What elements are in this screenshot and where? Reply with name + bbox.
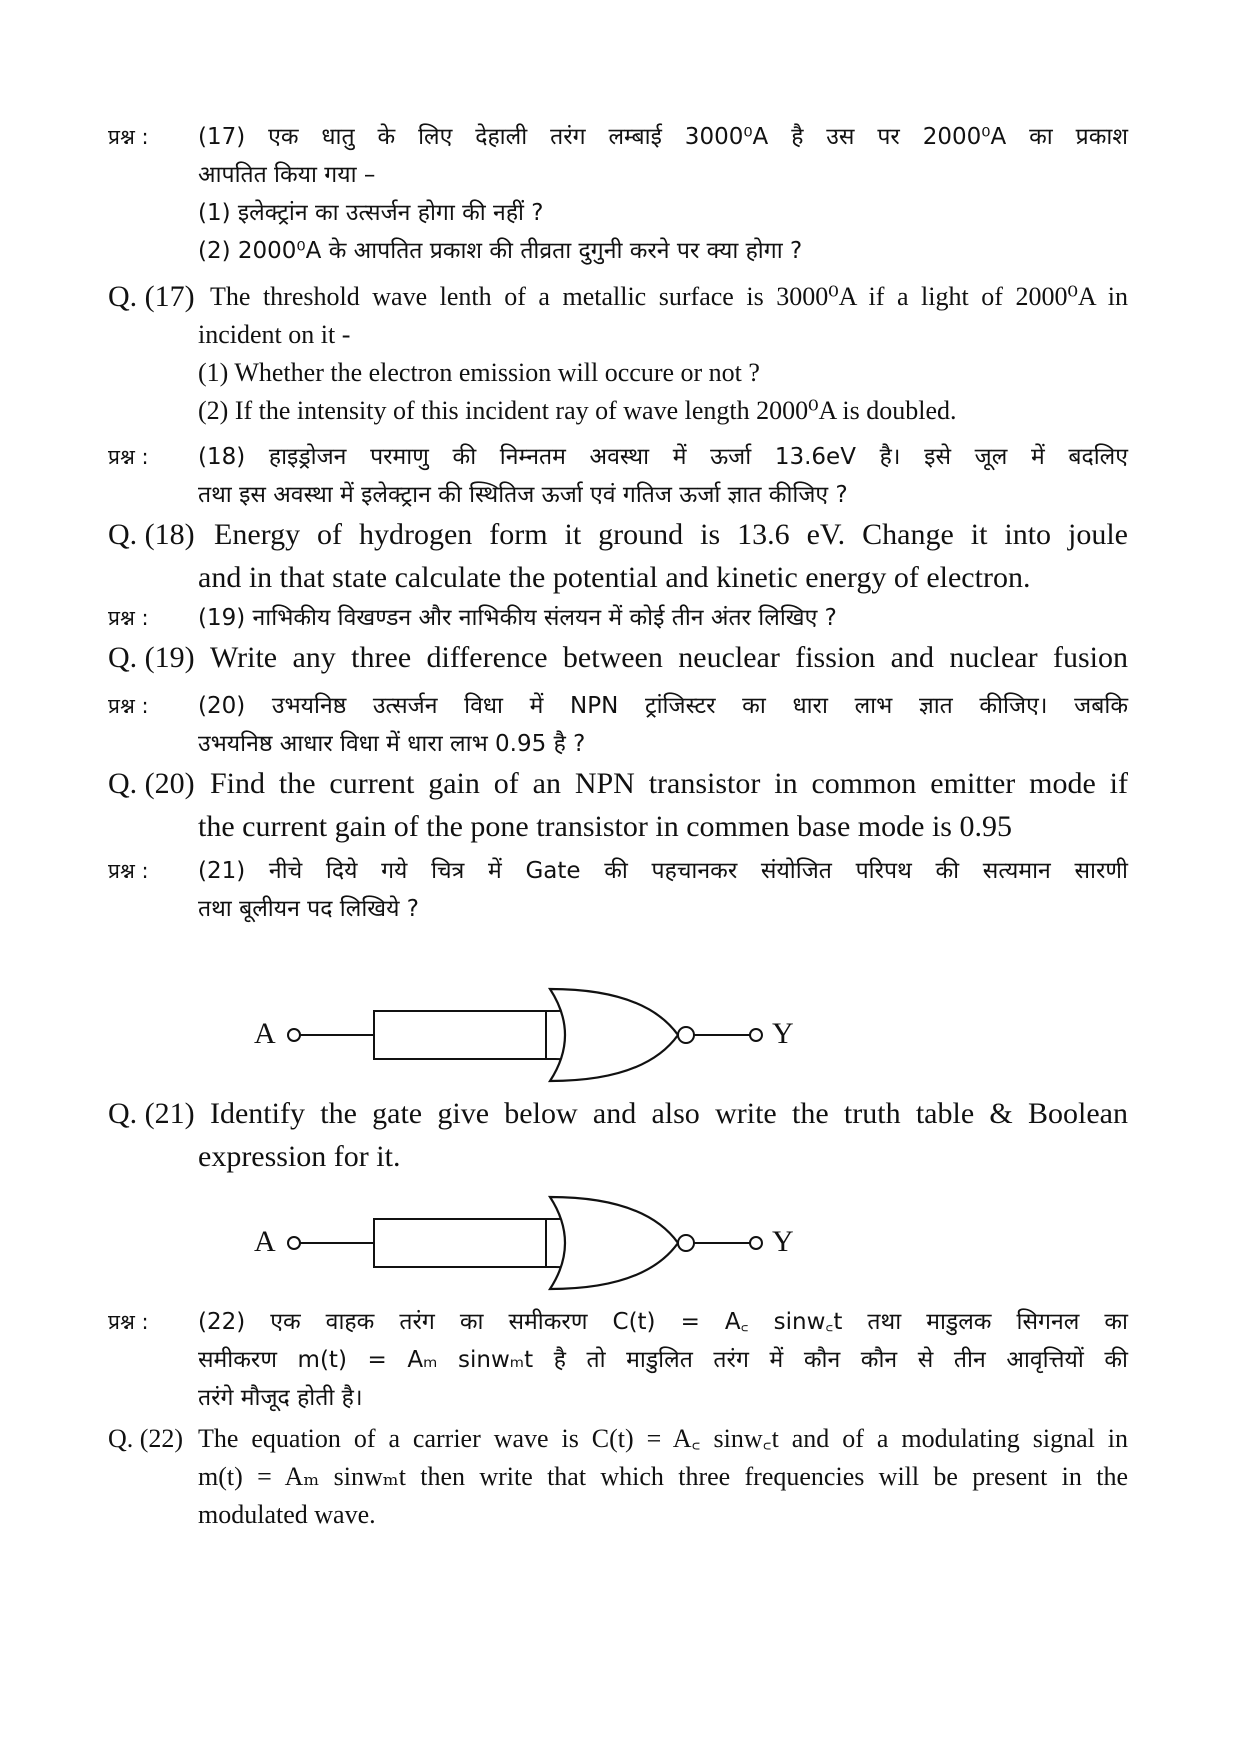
nor-gate-diagram (250, 985, 810, 1085)
question-label: प्रश्न : (108, 606, 149, 630)
question-text-hindi: (17) एक धातु के लिए देहाली तरंग लम्बाई 3000⁰A है उस पर 2000⁰A का प्रकाश (198, 124, 1128, 150)
question-text-english: Identify the gate give below and also write the truth table & Boolean (210, 1097, 1128, 1130)
question-text-hindi: (18) हाइड्रोजन परमाणु की निम्नतम अवस्था में ऊर्जा 13.6eV है। इसे जूल में बदलिए (198, 444, 1128, 470)
question-text-english: The threshold wave lenth of a metallic surface is 3000⁰A if a light of 2000⁰A in (210, 282, 1128, 311)
input-terminal (288, 1029, 300, 1041)
question-text-hindi: आपतित किया गया – (198, 162, 376, 188)
buffer-box (374, 1219, 546, 1267)
question-label: Q. (18) (108, 518, 195, 551)
question-label: Q. (17) (108, 280, 195, 313)
or-gate-body (550, 1197, 678, 1289)
gate-input-label: A (254, 1225, 276, 1258)
question-text-english: incident on it - (198, 320, 351, 349)
question-text-hindi: (19) नाभिकीय विखण्डन और नाभिकीय संलयन में कोई तीन अंतर लिखिए ? (198, 605, 837, 631)
question-text-english: and in that state calculate the potential and kinetic energy of electron. (198, 561, 1031, 594)
question-label: प्रश्न : (108, 859, 149, 883)
question-label: Q. (22) (108, 1424, 184, 1453)
question-text-english: Find the current gain of an NPN transistor in common emitter mode if (210, 767, 1128, 800)
gate-output-label: Y (772, 1017, 794, 1050)
output-terminal (750, 1029, 762, 1041)
question-label: प्रश्न : (108, 1310, 149, 1334)
nor-gate-diagram (250, 1193, 810, 1293)
question-text-hindi: तरंगे मौजूद होती है। (198, 1385, 363, 1411)
inversion-bubble (678, 1027, 694, 1043)
question-label: प्रश्न : (108, 125, 149, 149)
question-text-hindi: (22) एक वाहक तरंग का समीकरण C(t) = A꜀ sinw꜀t तथा माडुलक सिगनल का (198, 1309, 1128, 1335)
question-text-hindi: तथा इस अवस्था में इलेक्ट्रान की स्थितिज ऊर्जा एवं गतिज ऊर्जा ज्ञात कीजिए ? (198, 482, 848, 508)
question-label: Q. (20) (108, 767, 195, 800)
question-text-english: modulated wave. (198, 1500, 376, 1529)
question-text-english: Energy of hydrogen form it ground is 13.6 eV. Change it into joule (214, 518, 1128, 551)
question-text-english: m(t) = Aₘ sinwₘt then write that which three frequencies will be present in the (198, 1462, 1128, 1491)
question-text-english: Write any three difference between neuclear fission and nuclear fusion (210, 641, 1128, 674)
question-text-hindi: (20) उभयनिष्ठ उत्सर्जन विधा में NPN ट्रांजिस्टर का धारा लाभ ज्ञात कीजिए। जबकि (198, 693, 1128, 719)
or-gate-body (550, 989, 678, 1081)
input-terminal (288, 1237, 300, 1249)
question-label: Q. (19) (108, 641, 195, 674)
question-text-hindi: तथा बूलीयन पद लिखिये ? (198, 896, 419, 922)
question-text-hindi: समीकरण m(t) = Aₘ sinwₘt है तो माडुलित तरंग में कौन कौन से तीन आवृत्तियों की (198, 1347, 1128, 1373)
sub-question-english: (2) If the intensity of this incident ray of wave length 2000⁰A is doubled. (198, 396, 957, 425)
question-label: प्रश्न : (108, 694, 149, 718)
inversion-bubble (678, 1235, 694, 1251)
question-label: Q. (21) (108, 1097, 195, 1130)
sub-question-hindi: (2) 2000⁰A के आपतित प्रकाश की तीव्रता दुगुनी करने पर क्या होगा ? (198, 238, 803, 264)
sub-question-hindi: (1) इलेक्ट्रांन का उत्सर्जन होगा की नहीं ? (198, 200, 544, 226)
question-text-english: expression for it. (198, 1140, 401, 1173)
question-text-hindi: उभयनिष्ठ आधार विधा में धारा लाभ 0.95 है ? (198, 731, 586, 757)
question-text-english: the current gain of the pone transistor in commen base mode is 0.95 (198, 810, 1012, 843)
gate-input-label: A (254, 1017, 276, 1050)
question-text-hindi: (21) नीचे दिये गये चित्र में Gate की पहचानकर संयोजित परिपथ की सत्यमान सारणी (198, 858, 1128, 884)
question-text-english: The equation of a carrier wave is C(t) = A꜀ sinw꜀t and of a modulating signal in (198, 1424, 1128, 1453)
question-label: प्रश्न : (108, 445, 149, 469)
output-terminal (750, 1237, 762, 1249)
sub-question-english: (1) Whether the electron emission will occure or not ? (198, 358, 760, 387)
buffer-box (374, 1011, 546, 1059)
gate-output-label: Y (772, 1225, 794, 1258)
